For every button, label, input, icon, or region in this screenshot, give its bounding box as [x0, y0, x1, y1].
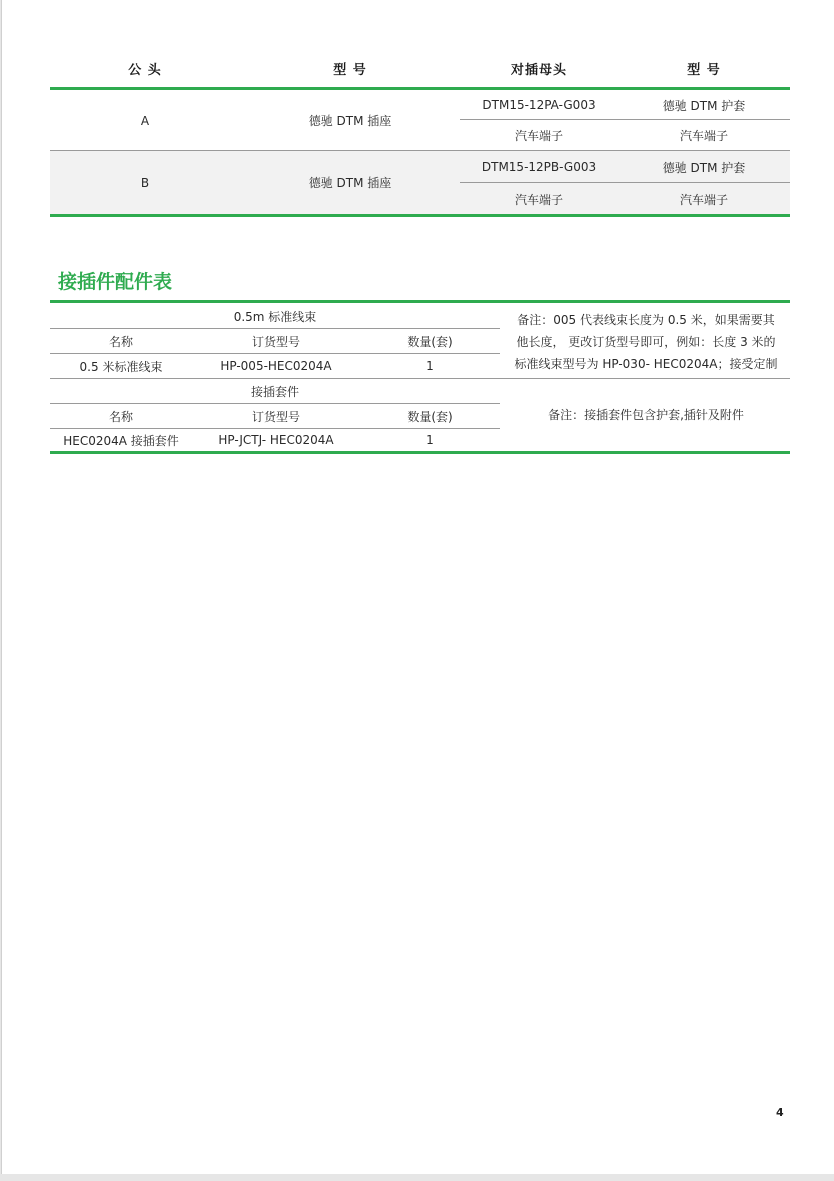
row-b-male: B [140, 175, 150, 190]
group-1-note-line-2: 他长度， 更改订货型号即可，例如：长度 3 米的 [516, 335, 776, 349]
group-1-header-name: 名称 [108, 334, 133, 349]
header-model: 型 号 [333, 62, 367, 78]
group-2-row-qty: 1 [426, 433, 434, 447]
group-2-row-name: HEC0204A 接插套件 [63, 433, 179, 448]
header-mating-female: 对插母头 [510, 62, 567, 78]
document-page [1, 0, 834, 1174]
row-a-type-2: 汽车端子 [679, 128, 728, 143]
group-2-header-qty: 数量(套) [407, 409, 453, 424]
group-2-header-order: 订货型号 [251, 409, 300, 424]
row-a-type-1: 德驰 DTM 护套 [662, 98, 746, 113]
row-a-divider [460, 119, 790, 120]
row-b-model: 德驰 DTM 插座 [308, 176, 392, 190]
header-type: 型 号 [687, 62, 721, 78]
row-a-mate-1: DTM15-12PA-G003 [482, 98, 596, 112]
group-2-note [502, 404, 790, 426]
group-1-title: 0.5m 标准线束 [233, 309, 317, 324]
group-1-row-qty: 1 [426, 359, 434, 373]
group-1-note [502, 309, 790, 375]
page-number: 4 [776, 1106, 784, 1119]
group-1-header-qty: 数量(套) [407, 334, 453, 349]
row-b-mate-1: DTM15-12PB-G003 [481, 160, 597, 174]
group-1-header-order: 订货型号 [251, 334, 300, 349]
section-top-rule [50, 300, 790, 303]
group-2-row-order: HP-JCTJ- HEC0204A [218, 433, 334, 447]
header-male: 公 头 [128, 62, 162, 78]
row-a-mate-2: 汽车端子 [514, 128, 563, 143]
group-1-row-name: 0.5 米标准线束 [79, 359, 163, 374]
row-b-divider [460, 182, 790, 183]
group-1-note-line-3: 标准线束型号为 HP-030- HEC0204A；接受定制 [514, 357, 778, 371]
row-b-type-2: 汽车端子 [679, 192, 728, 207]
table-bottom-rule [50, 214, 790, 217]
group-1-note-line-1: 备注：005 代表线束长度为 0.5 米，如果需要其 [517, 313, 775, 327]
group-2-header-name: 名称 [108, 409, 133, 424]
accessory-bottom-rule [50, 451, 790, 454]
row-a-male: A [140, 113, 150, 128]
group-1-row-order: HP-005-HEC0204A [220, 359, 332, 373]
row-b-type-1: 德驰 DTM 护套 [662, 160, 746, 175]
group-2-title: 接插套件 [250, 384, 299, 399]
group-2-note-line-1: 备注：接插套件包含护套,插针及附件 [548, 408, 744, 422]
row-b-mate-2: 汽车端子 [514, 192, 563, 207]
section-title: 接插件配件表 [58, 271, 173, 293]
row-a-model: 德驰 DTM 插座 [308, 114, 392, 128]
